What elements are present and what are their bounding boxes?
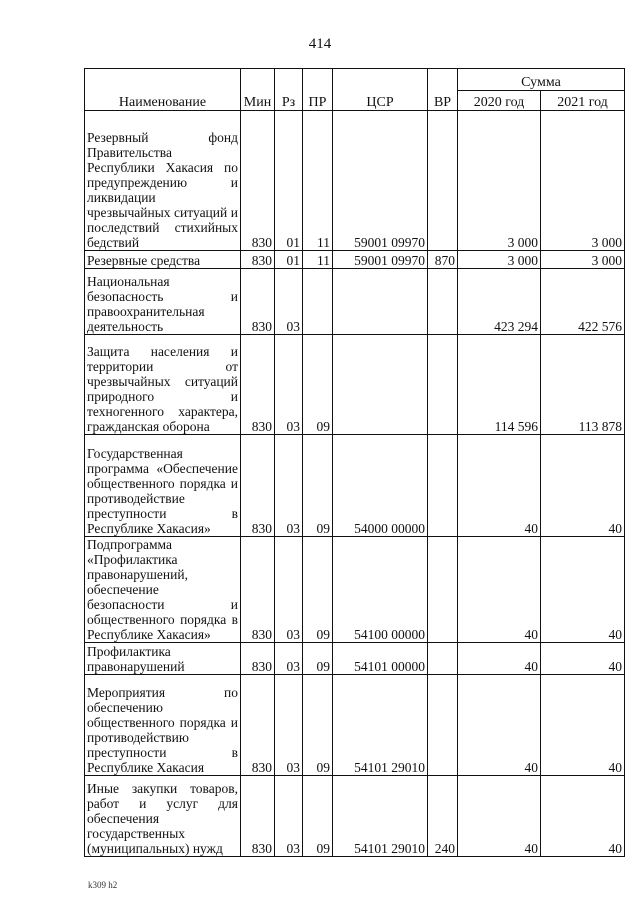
table-row (85, 675, 625, 776)
row-min: 830 (241, 675, 275, 776)
header-2021: 2021 год (541, 91, 625, 111)
row-sum-2020: 40 (458, 643, 541, 675)
row-pr: 09 (303, 643, 333, 675)
row-sum-2020: 3 000 (458, 111, 541, 251)
budget-table (84, 68, 625, 857)
row-min: 830 (241, 435, 275, 537)
row-vr (428, 111, 458, 251)
row-name: Государственная программа «Обеспечение общественного порядка и противодействие преступности в Республике Хакасия» (85, 435, 241, 537)
header-vr: ВР (428, 69, 458, 111)
row-sum-2020: 40 (458, 675, 541, 776)
row-pr: 09 (303, 335, 333, 435)
row-vr: 870 (428, 251, 458, 269)
row-min: 830 (241, 776, 275, 857)
row-sum-2021: 422 576 (541, 269, 625, 335)
row-sum-2021: 3 000 (541, 251, 625, 269)
row-pr: 11 (303, 111, 333, 251)
row-sum-2021: 40 (541, 675, 625, 776)
row-pr: 09 (303, 537, 333, 643)
row-sum-2020: 40 (458, 776, 541, 857)
row-name: Иные закупки товаров, работ и услуг для обеспечения государственных (муниципальных) нужд (85, 776, 241, 857)
row-sum-2021: 113 878 (541, 335, 625, 435)
table-row (85, 537, 625, 643)
row-name: Национальная безопасность и правоохранительная деятельность (85, 269, 241, 335)
row-name: Защита населения и территории от чрезвычайных ситуаций природного и техногенного характера, гражданская оборона (85, 335, 241, 435)
row-vr (428, 643, 458, 675)
row-min: 830 (241, 269, 275, 335)
row-sum-2020: 40 (458, 537, 541, 643)
header-sum: Сумма (458, 69, 625, 91)
row-rz: 03 (275, 435, 303, 537)
row-csr: 54100 00000 (333, 537, 428, 643)
row-csr: 54000 00000 (333, 435, 428, 537)
footer-code: k309 h2 (88, 880, 118, 890)
page-number: 414 (308, 36, 332, 52)
row-name: Резервные средства (85, 251, 241, 269)
row-vr: 240 (428, 776, 458, 857)
row-csr: 54101 00000 (333, 643, 428, 675)
row-rz: 03 (275, 269, 303, 335)
table-row (85, 269, 625, 335)
header-name: Наименование (85, 69, 241, 111)
row-csr (333, 335, 428, 435)
table-row (85, 111, 625, 251)
row-sum-2021: 40 (541, 643, 625, 675)
header-rz: Рз (275, 69, 303, 111)
row-sum-2020: 114 596 (458, 335, 541, 435)
row-sum-2021: 40 (541, 435, 625, 537)
table-row (85, 251, 625, 269)
row-csr: 59001 09970 (333, 111, 428, 251)
row-vr (428, 435, 458, 537)
row-pr: 09 (303, 776, 333, 857)
row-pr: 09 (303, 435, 333, 537)
row-rz: 01 (275, 251, 303, 269)
row-sum-2020: 40 (458, 435, 541, 537)
header-pr: ПР (303, 69, 333, 111)
row-min: 830 (241, 111, 275, 251)
row-rz: 03 (275, 335, 303, 435)
row-rz: 03 (275, 643, 303, 675)
row-name: Резервный фонд Правительства Республики Хакасия по предупреждению и ликвидации чрезвычайных ситуаций и последствий стихийных бедствий (85, 111, 241, 251)
row-min: 830 (241, 537, 275, 643)
row-sum-2021: 40 (541, 776, 625, 857)
row-min: 830 (241, 251, 275, 269)
row-csr: 54101 29010 (333, 776, 428, 857)
row-vr (428, 537, 458, 643)
row-name: Мероприятия по обеспечению общественного порядка и противодействию преступности в Республике Хакасия (85, 675, 241, 776)
row-min: 830 (241, 643, 275, 675)
row-sum-2021: 40 (541, 537, 625, 643)
row-name: Подпрограмма «Профилактика правонарушений, обеспечение безопасности и общественного порядка в Республике Хакасия» (85, 537, 241, 643)
row-pr (303, 269, 333, 335)
header-2020: 2020 год (458, 91, 541, 111)
table-row (85, 776, 625, 857)
row-vr (428, 269, 458, 335)
row-sum-2020: 423 294 (458, 269, 541, 335)
row-csr (333, 269, 428, 335)
row-rz: 01 (275, 111, 303, 251)
row-sum-2021: 3 000 (541, 111, 625, 251)
row-rz: 03 (275, 675, 303, 776)
row-rz: 03 (275, 537, 303, 643)
row-pr: 09 (303, 675, 333, 776)
table-row (85, 335, 625, 435)
header-min: Мин (241, 69, 275, 111)
row-vr (428, 675, 458, 776)
row-csr: 59001 09970 (333, 251, 428, 269)
header-csr: ЦСР (333, 69, 428, 111)
row-pr: 11 (303, 251, 333, 269)
row-sum-2020: 3 000 (458, 251, 541, 269)
row-csr: 54101 29010 (333, 675, 428, 776)
row-vr (428, 335, 458, 435)
row-rz: 03 (275, 776, 303, 857)
table-row (85, 435, 625, 537)
table-row (85, 643, 625, 675)
row-min: 830 (241, 335, 275, 435)
row-name: Профилактика правонарушений (85, 643, 241, 675)
